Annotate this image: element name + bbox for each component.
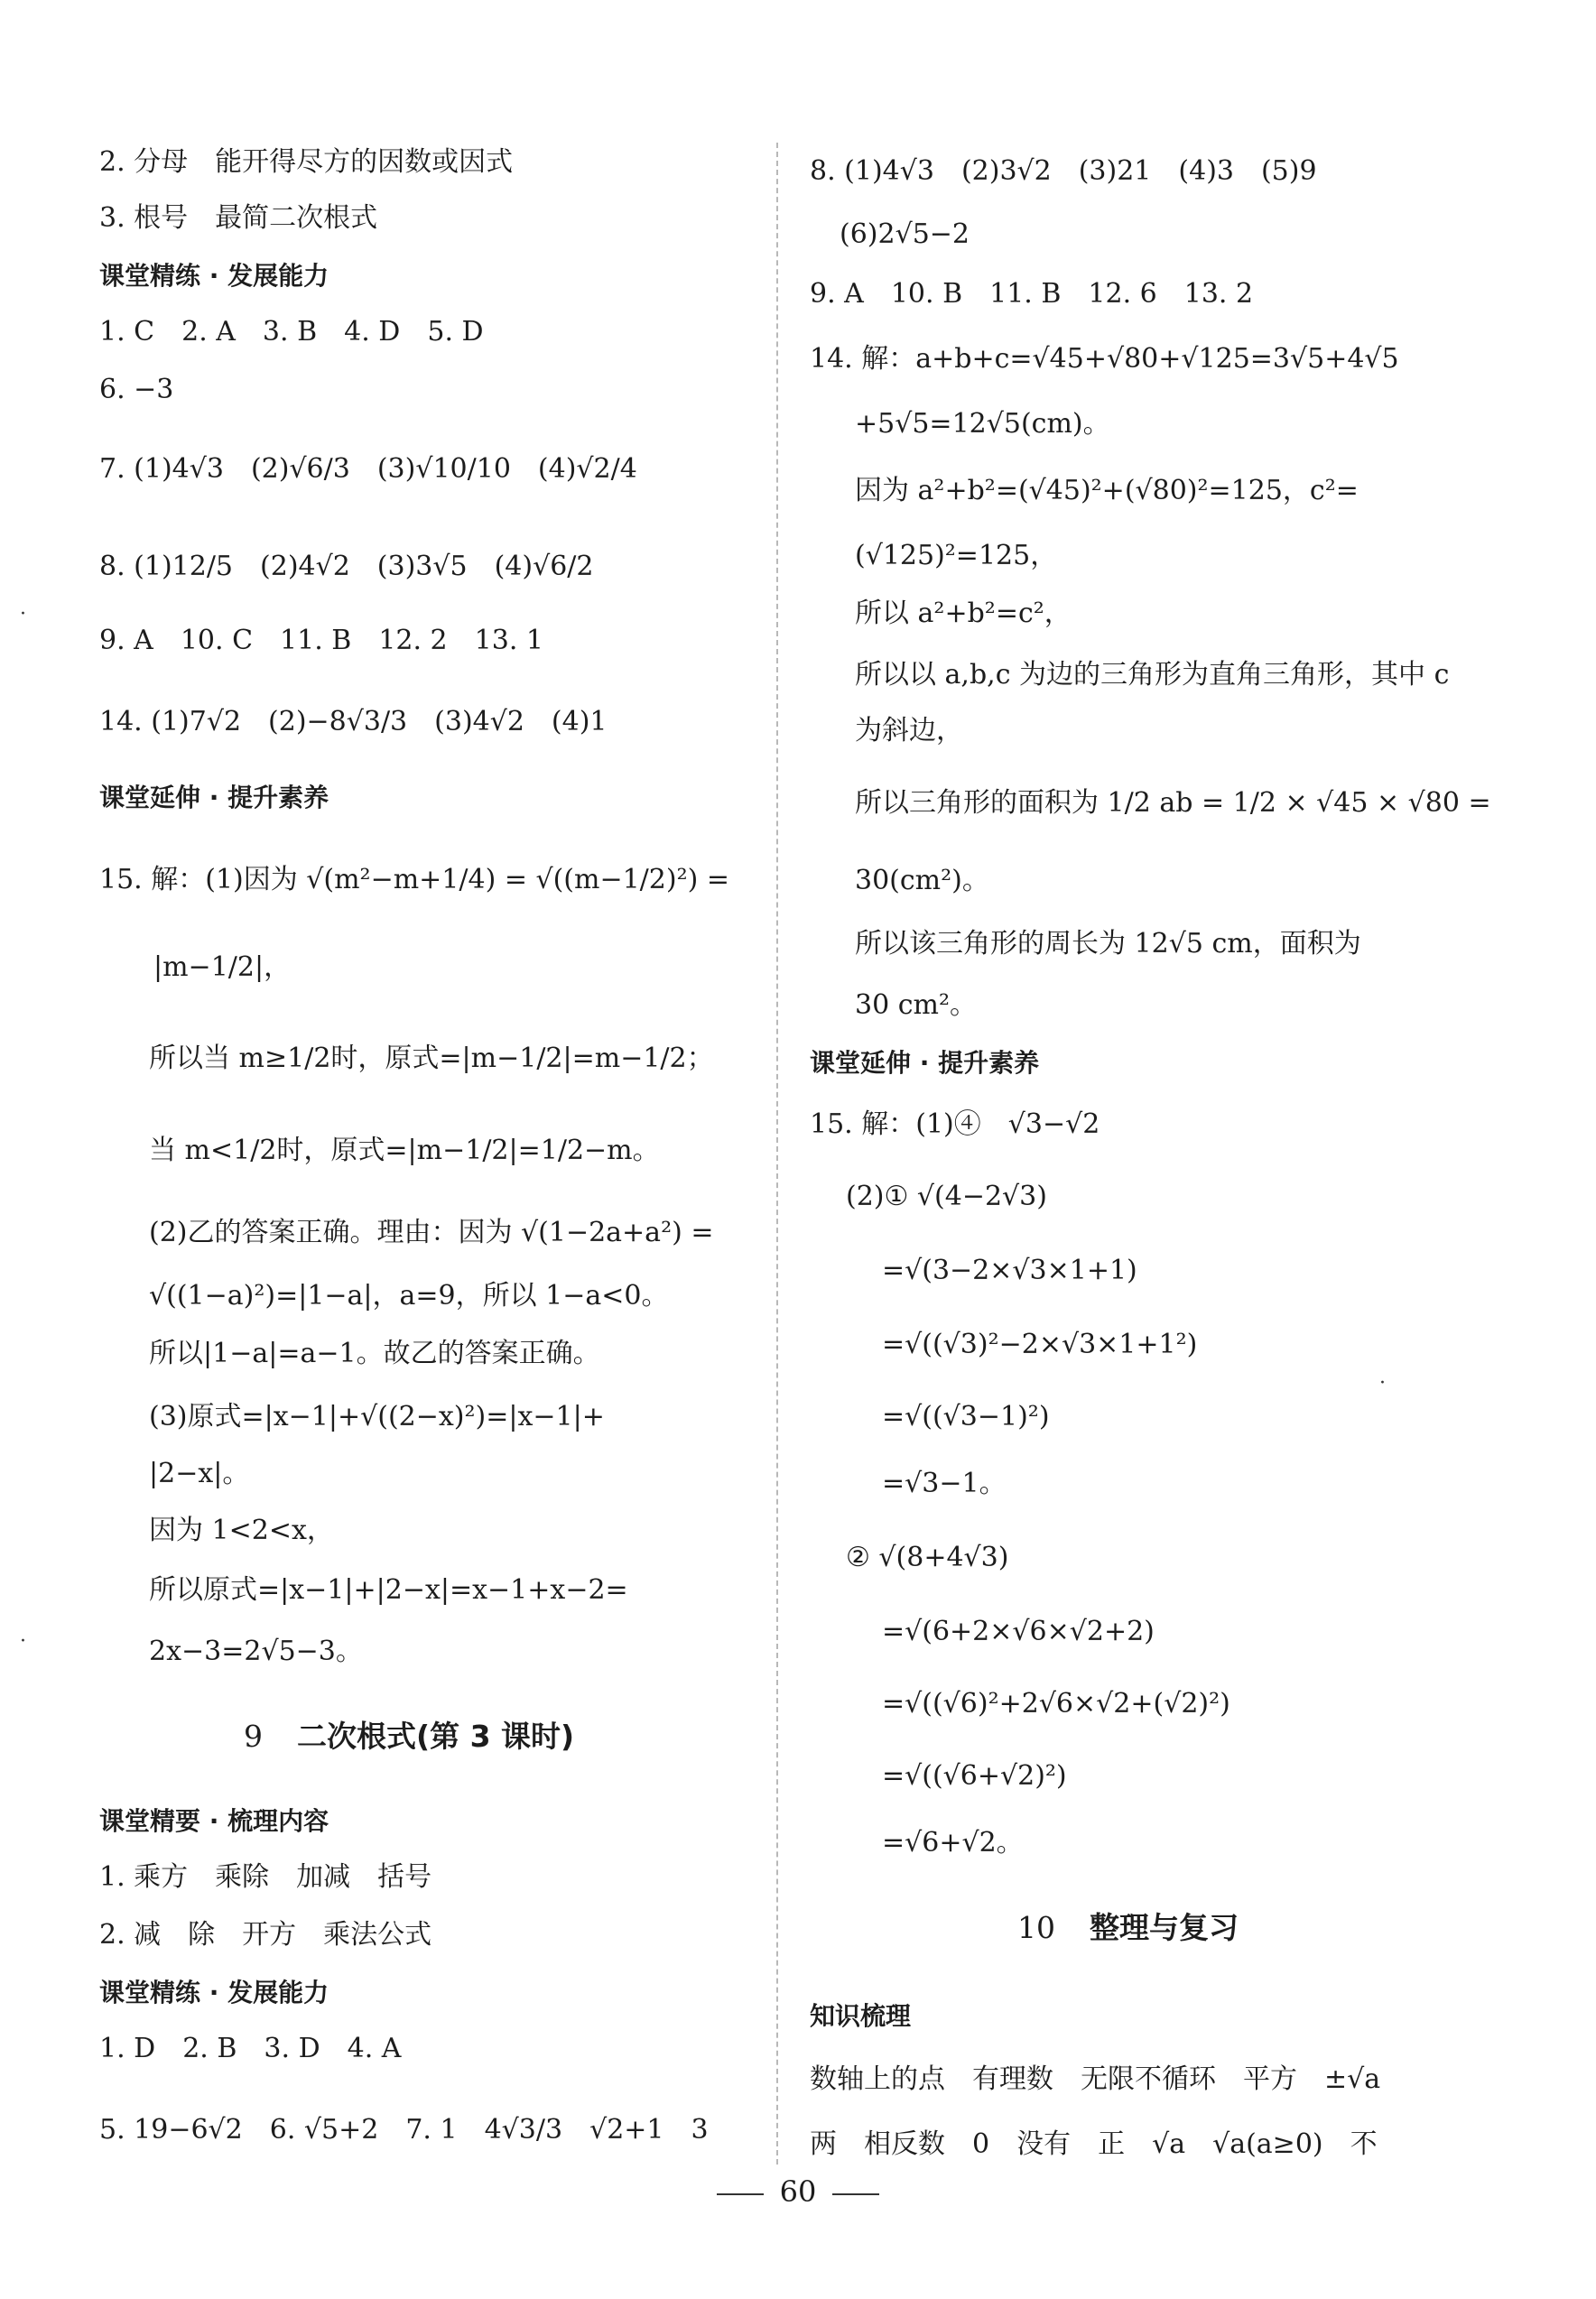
- left-line-5: 7. (1)4√3 (2)√6/3 (3)√10/10 (4)√2/4: [99, 453, 637, 485]
- scan-mark: ·: [1379, 1372, 1386, 1395]
- right-line-0: 8. (1)4√3 (2)3√2 (3)21 (4)3 (5)9: [810, 155, 1317, 187]
- left-line-20: 所以原式=|x−1|+|2−x|=x−1+x−2=: [149, 1574, 628, 1606]
- left-line-21: 2x−3=2√5−3。: [149, 1636, 363, 1667]
- left-line-10: 15. 解：(1)因为 √(m²−m+1/4) = √((m−1/2)²) =: [99, 864, 729, 895]
- section-number: 9: [244, 1719, 263, 1754]
- scan-mark: ·: [20, 603, 26, 626]
- left-line-18: |2−x|。: [149, 1458, 250, 1489]
- left-line-8: 14. (1)7√2 (2)−8√3/3 (3)4√2 (4)1: [99, 706, 608, 737]
- right-line-17: =√(3−2×√3×1+1): [882, 1255, 1137, 1286]
- left-line-27: 1. D 2. B 3. D 4. A: [99, 2033, 402, 2064]
- right-line-9: 为斜边，: [855, 715, 963, 746]
- section-title: 整理与复习: [1090, 1910, 1239, 1945]
- column-divider: [776, 143, 778, 2165]
- left-line-17: (3)原式=|x−1|+√((2−x)²)=|x−1|+: [149, 1401, 605, 1432]
- left-line-2: 课堂精练 · 发展能力: [99, 261, 329, 291]
- page-number: 60: [779, 2174, 817, 2209]
- left-line-0: 2. 分母 能开得尽方的因数或因式: [99, 146, 514, 178]
- right-line-11: 30(cm²)。: [855, 865, 989, 896]
- right-line-6: (√125)²=125，: [855, 540, 1058, 571]
- right-line-21: ② √(8+4√3): [846, 1542, 1009, 1573]
- right-line-1: (6)2√5−2: [840, 218, 970, 250]
- left-line-1: 3. 根号 最简二次根式: [99, 202, 378, 234]
- left-line-9: 课堂延伸 · 提升素养: [99, 783, 329, 812]
- left-line-28: 5. 19−6√2 6. √5+2 7. 1 4√3/3 √2+1 3: [99, 2114, 709, 2146]
- right-line-16: (2)① √(4−2√3): [846, 1181, 1047, 1212]
- section-number: 10: [1017, 1910, 1055, 1945]
- right-line-13: 30 cm²。: [855, 989, 977, 1021]
- right-line-14: 课堂延伸 · 提升素养: [810, 1048, 1040, 1078]
- right-line-27: 知识梳理: [810, 2001, 912, 2031]
- left-line-16: 所以|1−a|=a−1。故乙的答案正确。: [149, 1338, 600, 1369]
- right-line-28: 数轴上的点 有理数 无限不循环 平方 ±√a: [810, 2063, 1381, 2095]
- right-line-2: 9. A 10. B 11. B 12. 6 13. 2: [810, 278, 1254, 310]
- scan-mark: ·: [20, 1630, 26, 1653]
- section-heading-9: [244, 1719, 574, 1755]
- left-line-11: |m−1/2|，: [153, 951, 292, 983]
- left-line-23: 课堂精要 · 梳理内容: [99, 1806, 329, 1836]
- right-line-15: 15. 解：(1)④ √3−√2: [810, 1108, 1100, 1140]
- left-line-14: (2)乙的答案正确。理由：因为 √(1−2a+a²) =: [149, 1217, 714, 1248]
- right-line-8: 所以以 a,b,c 为边的三角形为直角三角形，其中 c: [855, 659, 1450, 691]
- right-line-19: =√((√3−1)²): [882, 1401, 1050, 1432]
- left-line-7: 9. A 10. C 11. B 12. 2 13. 1: [99, 625, 543, 656]
- left-line-6: 8. (1)12/5 (2)4√2 (3)3√5 (4)√6/2: [99, 551, 594, 582]
- right-line-12: 所以该三角形的周长为 12√5 cm，面积为: [855, 928, 1361, 959]
- footer-dash-left: [717, 2193, 764, 2195]
- section-title: 二次根式(第 3 课时): [297, 1719, 575, 1754]
- left-line-19: 因为 1<2<x，: [149, 1515, 334, 1546]
- right-line-23: =√((√6)²+2√6×√2+(√2)²): [882, 1688, 1230, 1720]
- right-line-4: +5√5=12√5(cm)。: [855, 408, 1110, 440]
- section-heading-10: [1017, 1910, 1239, 1946]
- right-line-20: =√3−1。: [882, 1468, 1007, 1499]
- right-line-25: =√6+√2。: [882, 1827, 1024, 1859]
- right-line-5: 因为 a²+b²=(√45)²+(√80)²=125，c²=: [855, 475, 1359, 506]
- left-line-13: 当 m<1/2时，原式=|m−1/2|=1/2−m。: [149, 1135, 660, 1166]
- left-line-26: 课堂精练 · 发展能力: [99, 1978, 329, 2007]
- left-line-3: 1. C 2. A 3. B 4. D 5. D: [99, 316, 484, 348]
- page-footer: [0, 2174, 1596, 2210]
- left-line-25: 2. 减 除 开方 乘法公式: [99, 1919, 432, 1951]
- right-line-18: =√((√3)²−2×√3×1+1²): [882, 1329, 1198, 1360]
- right-line-3: 14. 解：a+b+c=√45+√80+√125=3√5+4√5: [810, 343, 1399, 375]
- right-line-10: 所以三角形的面积为 1/2 ab = 1/2 × √45 × √80 =: [855, 787, 1491, 819]
- right-line-7: 所以 a²+b²=c²，: [855, 598, 1072, 629]
- left-line-12: 所以当 m≥1/2时，原式=|m−1/2|=m−1/2；: [149, 1043, 714, 1074]
- footer-dash-right: [832, 2193, 879, 2195]
- right-line-24: =√((√6+√2)²): [882, 1760, 1067, 1792]
- left-line-4: 6. −3: [99, 374, 174, 405]
- left-line-15: √((1−a)²)=|1−a|，a=9，所以 1−a<0。: [149, 1280, 669, 1312]
- right-line-29: 两 相反数 0 没有 正 √a √a(a≥0) 不: [810, 2128, 1378, 2160]
- left-line-24: 1. 乘方 乘除 加减 括号: [99, 1861, 432, 1893]
- right-line-22: =√(6+2×√6×√2+2): [882, 1616, 1155, 1647]
